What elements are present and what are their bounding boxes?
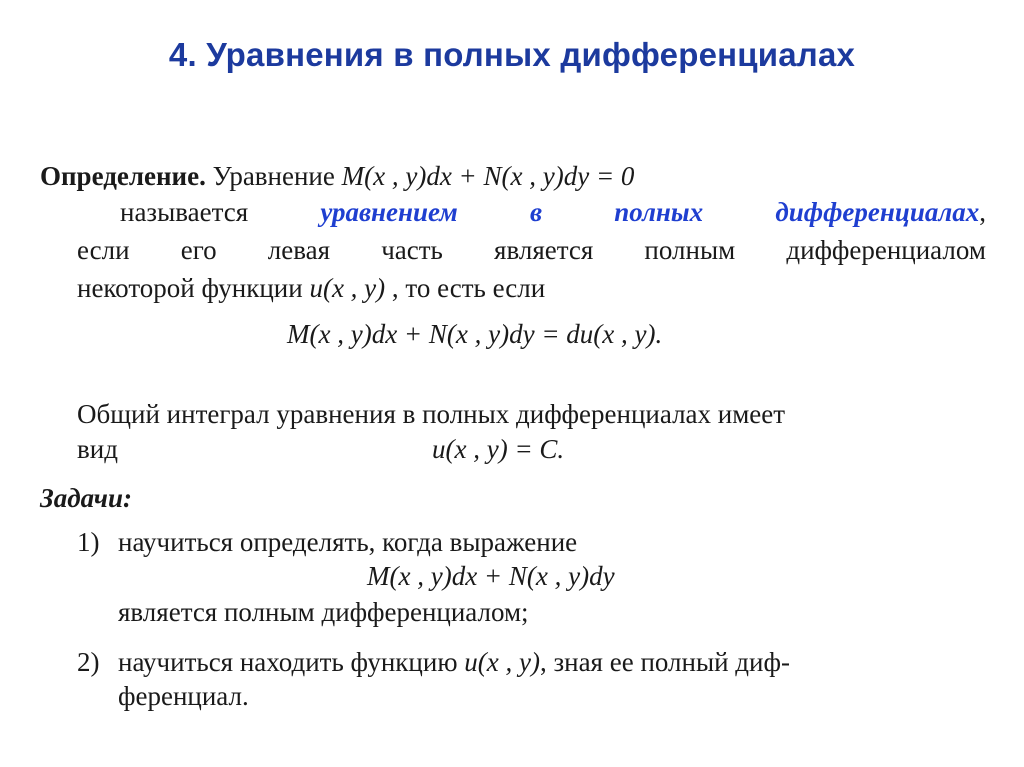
definition-equation: M(x , y)dx + N(x , y)dy = 0 [341,161,635,191]
word-3: левая [267,235,331,265]
term-equation: уравнением [320,197,458,227]
task-2-text-before: научиться находить функцию [118,647,458,677]
term-differentials: дифференциалах [775,197,980,227]
slide-title: 4. Уравнения в полных дифференциалах [168,36,856,73]
term-full: полных [614,197,704,227]
word-7: дифференциалом [786,235,986,265]
definition-line-4 [77,272,545,304]
task-2-number: 2) [77,647,100,677]
tasks-heading: Задачи: [40,483,132,513]
task-1-formula: M(x , y)dx + N(x , y)dy [367,561,615,591]
task-2-tail: ференциал. [118,681,249,711]
word-4: часть [381,235,443,265]
task-1-number: 1) [77,527,100,557]
some-function-text: некоторой функции [77,273,303,303]
task-2-line-1 [118,646,790,678]
general-integral-formula: u(x , y) = C. [432,434,565,464]
that-is-text: , то есть если [391,273,546,303]
function-u: u(x , y) [309,273,386,303]
comma: , [979,197,986,227]
term-in: в [529,197,543,227]
word-2: его [180,235,217,265]
word-5: является [494,235,594,265]
definition-line-1 [40,160,634,192]
definition-label: Определение. [40,161,206,191]
word-6: полным [644,235,736,265]
word-called: называется [120,197,249,227]
full-differential-equation: M(x , y)dx + N(x , y)dy = du(x , y). [287,319,663,349]
task-2-function-u: u(x , y) [464,647,540,677]
definition-lead: Уравнение [212,161,335,191]
task-2-text-after: , зная ее полный диф- [539,647,790,677]
general-integral-word: вид [77,434,118,464]
definition-line-3 [77,234,986,266]
task-1-tail: является полным дифференциалом; [118,597,529,627]
word-1: если [77,235,130,265]
definition-line-2 [120,196,986,228]
task-1-text: научиться определять, когда выражение [118,527,578,557]
general-integral-line-1: Общий интеграл уравнения в полных дифференциалах имеет [77,399,786,429]
